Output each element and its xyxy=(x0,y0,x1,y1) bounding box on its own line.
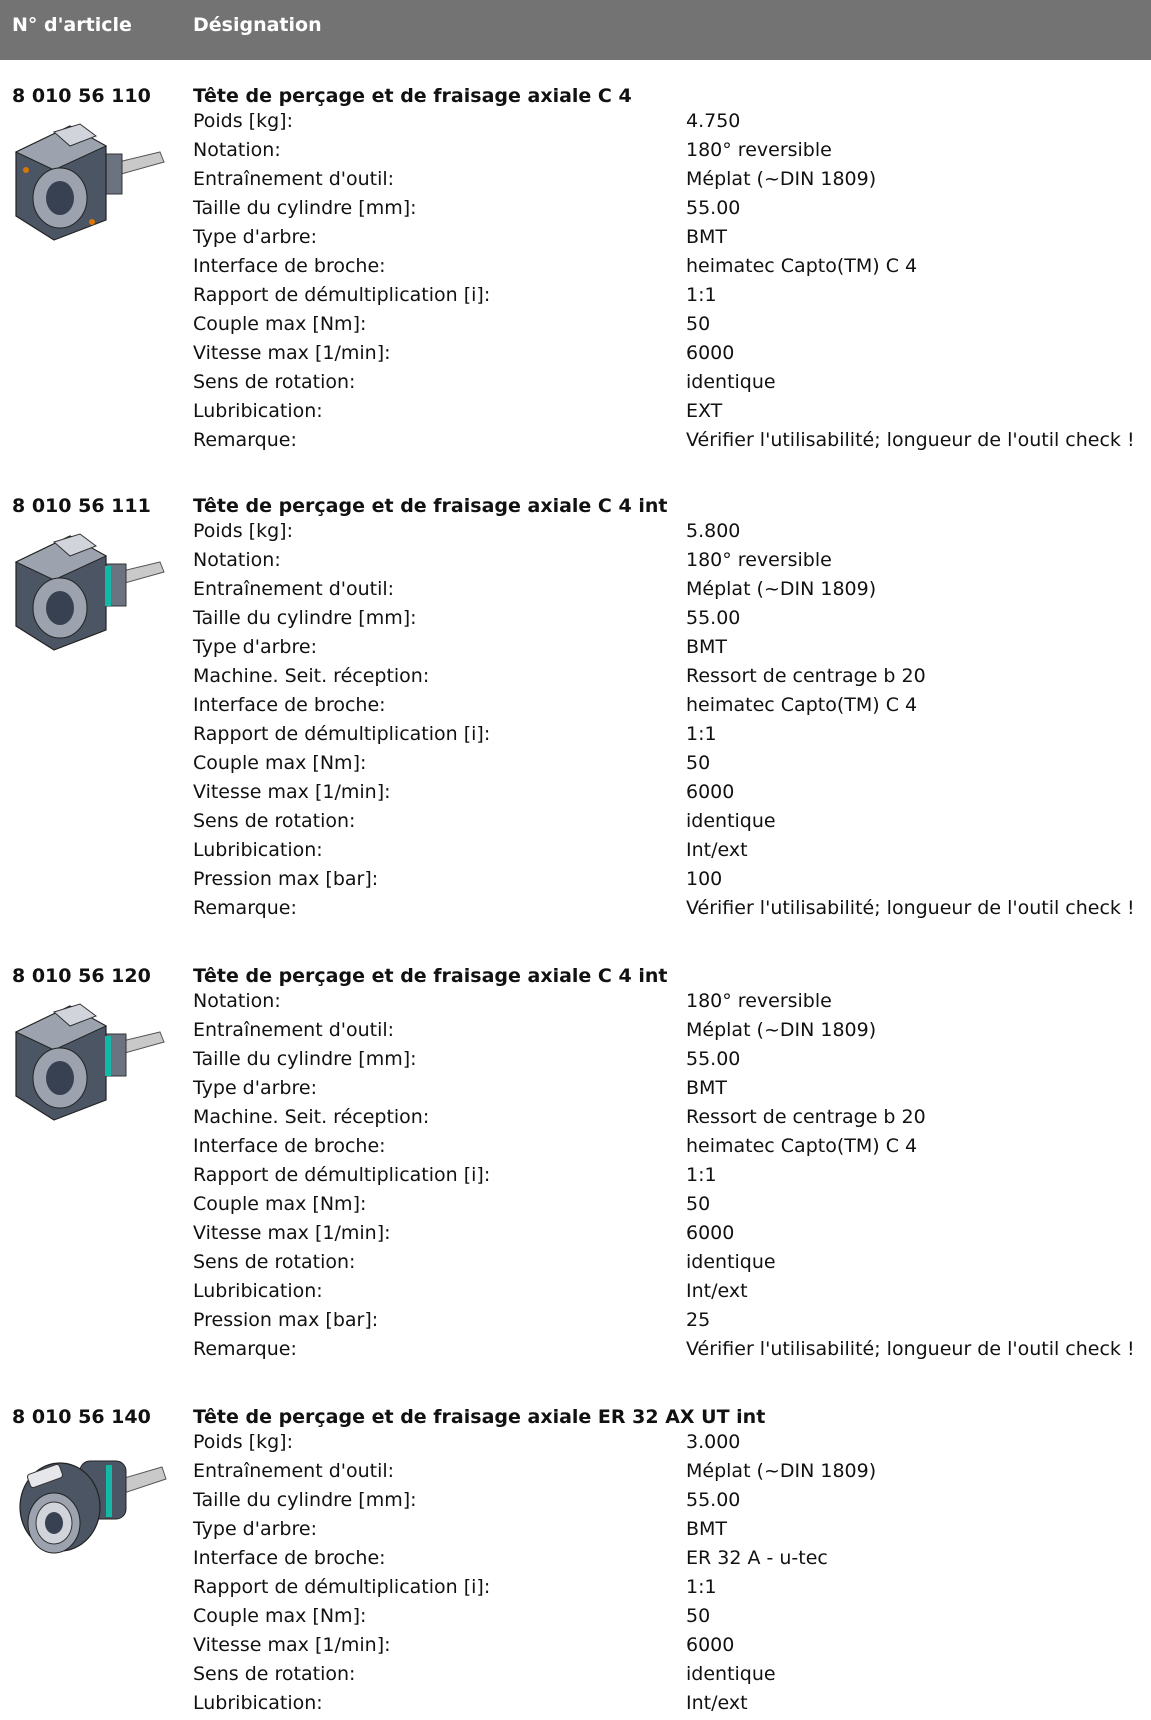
spec-label: Type d'arbre: xyxy=(193,636,317,658)
spec-label: Type d'arbre: xyxy=(193,226,317,248)
spec-label: Notation: xyxy=(193,549,281,571)
spec-row xyxy=(193,1602,1151,1631)
spec-label: Pression max [bar]: xyxy=(193,868,379,890)
spec-row xyxy=(193,397,1151,426)
spec-row xyxy=(193,691,1151,720)
spec-value: 6000 xyxy=(686,1634,735,1656)
spec-value: Ressort de centrage b 20 xyxy=(686,665,926,687)
spec-label: Taille du cylindre [mm]: xyxy=(193,1048,417,1070)
spec-label: Type d'arbre: xyxy=(193,1518,317,1540)
spec-value: 3.000 xyxy=(686,1431,741,1453)
spec-row xyxy=(193,865,1151,894)
spec-value: Int/ext xyxy=(686,1280,748,1302)
spec-value: heimatec Capto(TM) C 4 xyxy=(686,694,918,716)
square-tool-head-image xyxy=(10,992,172,1122)
article-number: 8 010 56 110 xyxy=(12,85,151,107)
spec-label: Couple max [Nm]: xyxy=(193,1605,367,1627)
spec-row xyxy=(193,604,1151,633)
spec-label: Vitesse max [1/min]: xyxy=(193,342,391,364)
spec-row xyxy=(193,194,1151,223)
spec-value: Int/ext xyxy=(686,839,748,861)
spec-value: BMT xyxy=(686,1518,728,1540)
spec-value: 180° reversible xyxy=(686,139,832,161)
spec-value: Vérifier l'utilisabilité; longueur de l'outil check ! xyxy=(686,1338,1135,1360)
spec-row xyxy=(193,836,1151,865)
spec-value: Int/ext xyxy=(686,1692,748,1714)
spec-label: Sens de rotation: xyxy=(193,371,356,393)
spec-value: heimatec Capto(TM) C 4 xyxy=(686,1135,918,1157)
product-entry xyxy=(0,494,1151,919)
spec-row xyxy=(193,1219,1151,1248)
spec-label: Machine. Seit. réception: xyxy=(193,665,430,687)
spec-row xyxy=(193,662,1151,691)
spec-row xyxy=(193,1277,1151,1306)
spec-row xyxy=(193,1660,1151,1689)
spec-label: Interface de broche: xyxy=(193,694,386,716)
spec-value: identique xyxy=(686,371,776,393)
spec-value: 5.800 xyxy=(686,520,741,542)
spec-row xyxy=(193,1544,1151,1573)
spec-row xyxy=(193,1016,1151,1045)
spec-value: identique xyxy=(686,1663,776,1685)
spec-row xyxy=(193,165,1151,194)
spec-value: 1:1 xyxy=(686,1576,717,1598)
spec-label: Interface de broche: xyxy=(193,1547,386,1569)
spec-value: BMT xyxy=(686,636,728,658)
product-title: Tête de perçage et de fraisage axiale C 4 int xyxy=(193,965,668,987)
article-number: 8 010 56 120 xyxy=(12,965,151,987)
spec-value: identique xyxy=(686,1251,776,1273)
spec-label: Sens de rotation: xyxy=(193,1251,356,1273)
product-title: Tête de perçage et de fraisage axiale C 4 int xyxy=(193,495,668,517)
spec-label: Machine. Seit. réception: xyxy=(193,1106,430,1128)
spec-label: Remarque: xyxy=(193,1338,297,1360)
spec-label: Entraînement d'outil: xyxy=(193,168,395,190)
spec-row xyxy=(193,1457,1151,1486)
spec-value: 55.00 xyxy=(686,1048,741,1070)
spec-row xyxy=(193,1486,1151,1515)
spec-label: Couple max [Nm]: xyxy=(193,313,367,335)
spec-value: Méplat (~DIN 1809) xyxy=(686,168,877,190)
spec-row xyxy=(193,426,1151,455)
article-number: 8 010 56 140 xyxy=(12,1406,151,1428)
spec-row xyxy=(193,1428,1151,1457)
spec-label: Couple max [Nm]: xyxy=(193,752,367,774)
spec-row xyxy=(193,1103,1151,1132)
spec-value: 180° reversible xyxy=(686,549,832,571)
spec-row xyxy=(193,136,1151,165)
spec-value: 1:1 xyxy=(686,284,717,306)
spec-row xyxy=(193,368,1151,397)
spec-value: ER 32 A - u-tec xyxy=(686,1547,828,1569)
spec-row xyxy=(193,1306,1151,1335)
table-header xyxy=(0,0,1151,60)
spec-value: identique xyxy=(686,810,776,832)
spec-label: Entraînement d'outil: xyxy=(193,1019,395,1041)
spec-row xyxy=(193,1515,1151,1544)
spec-label: Rapport de démultiplication [i]: xyxy=(193,284,491,306)
spec-row xyxy=(193,807,1151,836)
spec-row xyxy=(193,281,1151,310)
spec-row xyxy=(193,1689,1151,1718)
spec-row xyxy=(193,778,1151,807)
spec-row xyxy=(193,339,1151,368)
spec-label: Sens de rotation: xyxy=(193,1663,356,1685)
spec-label: Rapport de démultiplication [i]: xyxy=(193,1164,491,1186)
spec-value: Vérifier l'utilisabilité; longueur de l'outil check ! xyxy=(686,429,1135,451)
spec-label: Taille du cylindre [mm]: xyxy=(193,607,417,629)
spec-row xyxy=(193,987,1151,1016)
spec-row xyxy=(193,107,1151,136)
spec-label: Notation: xyxy=(193,139,281,161)
square-tool-head-image xyxy=(10,112,172,242)
spec-value: 25 xyxy=(686,1309,711,1331)
spec-row xyxy=(193,1161,1151,1190)
spec-label: Rapport de démultiplication [i]: xyxy=(193,1576,491,1598)
spec-label: Lubribication: xyxy=(193,400,323,422)
spec-label: Lubribication: xyxy=(193,1280,323,1302)
spec-label: Couple max [Nm]: xyxy=(193,1193,367,1215)
spec-value: Méplat (~DIN 1809) xyxy=(686,578,877,600)
article-number: 8 010 56 111 xyxy=(12,495,151,517)
spec-label: Poids [kg]: xyxy=(193,1431,293,1453)
spec-row xyxy=(193,1573,1151,1602)
spec-value: Méplat (~DIN 1809) xyxy=(686,1019,877,1041)
column-header-designation: Désignation xyxy=(193,14,322,36)
spec-label: Interface de broche: xyxy=(193,1135,386,1157)
spec-row xyxy=(193,1631,1151,1660)
spec-label: Lubribication: xyxy=(193,839,323,861)
spec-value: 50 xyxy=(686,752,711,774)
spec-value: 6000 xyxy=(686,781,735,803)
spec-value: EXT xyxy=(686,400,723,422)
spec-value: 6000 xyxy=(686,1222,735,1244)
spec-label: Remarque: xyxy=(193,429,297,451)
collet-tool-head-image xyxy=(10,1433,172,1563)
spec-value: 180° reversible xyxy=(686,990,832,1012)
spec-row xyxy=(193,1248,1151,1277)
spec-label: Notation: xyxy=(193,990,281,1012)
spec-label: Poids [kg]: xyxy=(193,110,293,132)
spec-value: 50 xyxy=(686,313,711,335)
product-entry xyxy=(0,964,1151,1360)
product-entry xyxy=(0,1405,1151,1715)
spec-row xyxy=(193,546,1151,575)
spec-value: Méplat (~DIN 1809) xyxy=(686,1460,877,1482)
spec-row xyxy=(193,720,1151,749)
product-entry xyxy=(0,84,1151,451)
spec-label: Interface de broche: xyxy=(193,255,386,277)
product-title: Tête de perçage et de fraisage axiale C 4 xyxy=(193,85,632,107)
spec-value: 4.750 xyxy=(686,110,741,132)
spec-value: BMT xyxy=(686,226,728,248)
spec-value: heimatec Capto(TM) C 4 xyxy=(686,255,918,277)
spec-row xyxy=(193,894,1151,923)
product-title: Tête de perçage et de fraisage axiale ER 32 AX UT int xyxy=(193,1406,766,1428)
spec-value: Ressort de centrage b 20 xyxy=(686,1106,926,1128)
spec-value: 6000 xyxy=(686,342,735,364)
spec-label: Rapport de démultiplication [i]: xyxy=(193,723,491,745)
spec-value: 100 xyxy=(686,868,723,890)
spec-row xyxy=(193,1074,1151,1103)
square-tool-head-image xyxy=(10,522,172,652)
spec-label: Vitesse max [1/min]: xyxy=(193,1222,391,1244)
spec-label: Entraînement d'outil: xyxy=(193,578,395,600)
spec-row xyxy=(193,1045,1151,1074)
spec-row xyxy=(193,749,1151,778)
spec-label: Vitesse max [1/min]: xyxy=(193,1634,391,1656)
spec-label: Poids [kg]: xyxy=(193,520,293,542)
spec-value: 1:1 xyxy=(686,1164,717,1186)
spec-row xyxy=(193,1132,1151,1161)
spec-value: 55.00 xyxy=(686,197,741,219)
spec-row xyxy=(193,1190,1151,1219)
spec-label: Sens de rotation: xyxy=(193,810,356,832)
spec-value: 55.00 xyxy=(686,607,741,629)
spec-label: Remarque: xyxy=(193,897,297,919)
column-header-article: N° d'article xyxy=(12,14,132,36)
spec-row xyxy=(193,1335,1151,1364)
spec-label: Taille du cylindre [mm]: xyxy=(193,1489,417,1511)
spec-row xyxy=(193,633,1151,662)
spec-label: Taille du cylindre [mm]: xyxy=(193,197,417,219)
spec-label: Pression max [bar]: xyxy=(193,1309,379,1331)
spec-value: 50 xyxy=(686,1605,711,1627)
spec-row xyxy=(193,310,1151,339)
spec-value: 50 xyxy=(686,1193,711,1215)
spec-label: Type d'arbre: xyxy=(193,1077,317,1099)
spec-row xyxy=(193,517,1151,546)
spec-value: 1:1 xyxy=(686,723,717,745)
spec-label: Vitesse max [1/min]: xyxy=(193,781,391,803)
spec-row xyxy=(193,223,1151,252)
spec-value: BMT xyxy=(686,1077,728,1099)
spec-value: Vérifier l'utilisabilité; longueur de l'outil check ! xyxy=(686,897,1135,919)
spec-label: Entraînement d'outil: xyxy=(193,1460,395,1482)
spec-row xyxy=(193,575,1151,604)
spec-row xyxy=(193,252,1151,281)
spec-value: 55.00 xyxy=(686,1489,741,1511)
spec-label: Lubribication: xyxy=(193,1692,323,1714)
